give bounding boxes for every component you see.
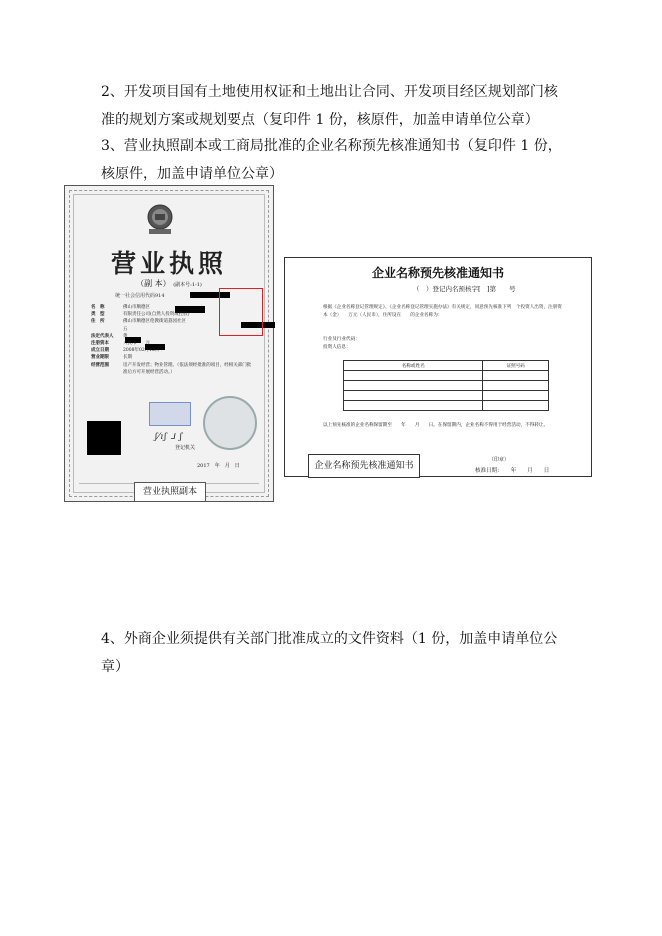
table-row xyxy=(344,381,549,391)
signature: ʃ⁄ıʃ ⅃ ʃ xyxy=(155,432,183,441)
notice-label: 行业及行业代码： xyxy=(323,337,360,342)
paragraph-item-4: 4、外商企业须提供有关部门批准成立的文件资料（1 份，加盖申请单位公章） xyxy=(101,631,558,675)
red-highlight-box xyxy=(219,288,263,336)
table-header-cell: 证照号码 xyxy=(483,361,549,371)
license-authority: 登记机关 xyxy=(175,445,196,451)
table-row xyxy=(344,371,549,381)
notice-number-line: （ ）登记内名预核字[ ]第 号 xyxy=(413,285,516,293)
license-field-row: 类 型 有限责任公司(自然人投资或控股) xyxy=(91,312,190,318)
paragraph-item-2: 2、开发项目国有土地使用权证和土地出让合同、开发项目经区规划部门核准的规划方案或规划要点（复印件 1 份，核原件，加盖申请单位公章） xyxy=(101,84,558,128)
notice-caption: 企业名称预先核准通知书 xyxy=(308,454,420,478)
license-field-row: 成立日期 2008年02月12日 xyxy=(91,348,160,354)
license-date: 2017 年 月 日 xyxy=(197,463,240,469)
paragraph-item-3: 3、营业执照副本或工商局批准的企业名称预先核准通知书（复印件 1 份，核原件，加盖申请单位公章） xyxy=(101,138,562,182)
name-approval-notice-image xyxy=(284,257,592,477)
license-field-row: 住 所 佛山市顺德区伦教街道荔园社区 xyxy=(91,319,186,325)
license-credit-code: 统一社会信用代码914 xyxy=(115,293,165,299)
table-header-cell: 名称或姓名 xyxy=(344,361,483,371)
license-field-row: 法定代表人 黄 xyxy=(91,333,128,339)
table-row xyxy=(344,401,549,411)
notice-seal-label: （印章） xyxy=(489,457,510,463)
qr-code-redaction xyxy=(87,421,121,455)
license-field-row: 经营范围 房产开发经营；物业管理。（依法须经批准的项目，经相关部门批 xyxy=(91,362,252,368)
official-seal xyxy=(203,396,257,450)
license-field-row: 营业期限 长期 xyxy=(91,355,132,361)
blue-stamp xyxy=(149,402,191,426)
business-license-image xyxy=(64,185,274,502)
national-emblem-icon xyxy=(145,202,175,236)
notice-body-text: 根据《企业名称登记管理规定》、《企业名称登记管理实施办法》有关规定，同意预先核准下列 个投资人出资，注册资本（金） 万元（人民币），住所设在 的企业名称为： xyxy=(323,305,562,318)
license-title: 营业执照 xyxy=(110,249,227,278)
notice-date: 核准日期： 年 月 日 xyxy=(475,468,550,474)
notice-label: 投资人信息： xyxy=(323,345,351,350)
investor-table xyxy=(343,360,549,411)
notice-footer-text: 以上预先核准的企业名称保留期至 年 月 日。在保留期内，企业名称不得用于经营活动，不得转让。 xyxy=(323,423,549,428)
table-header-row xyxy=(344,361,549,371)
license-field-row: 五 xyxy=(123,326,128,332)
license-caption: 营业执照副本 xyxy=(134,482,206,502)
license-field-row: 注册资本 人民币 元 xyxy=(91,341,150,347)
notice-labels xyxy=(323,336,360,352)
table-row xyxy=(344,391,549,401)
license-field-row: 名 称 佛山市顺德区 xyxy=(91,305,150,310)
notice-title: 企业名称预先核准通知书 xyxy=(371,266,504,280)
license-subtitle-label: （副 本） xyxy=(136,279,171,288)
license-copy-number: (副本号:1-1) xyxy=(173,282,202,288)
license-field-row: 准后方可开展经营活动。） xyxy=(123,369,175,375)
